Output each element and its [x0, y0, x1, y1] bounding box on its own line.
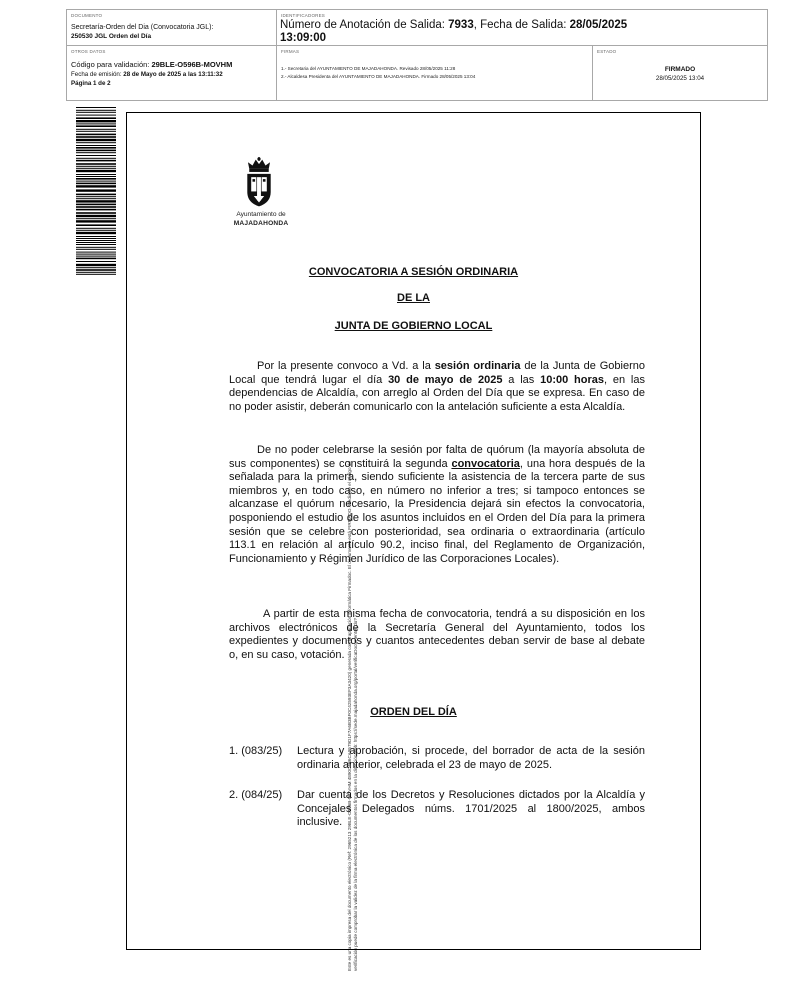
fecha-salida-date: 28/05/2025 [569, 19, 628, 31]
estado-value: FIRMADO [664, 66, 696, 73]
pagina-indicator: Página 1 de 2 [71, 80, 111, 87]
agenda-item-number: 1. (083/25) [229, 745, 283, 757]
fecha-salida-label: , Fecha de Salida: [473, 19, 570, 31]
verification-line-1: Este es una copia impresa del documento electrónico (Ref: 2965213 29BLE-O596B-MOVHM 4890C4B6CA9579D1F7A6B3BF0C42593EF3A3420) generada con la aplicación informática Firmadoc. El documento está FIRMADO. Mediante el código de [347, 461, 352, 971]
paragraph-convocatoria [229, 360, 645, 414]
codigo-validacion [71, 60, 232, 69]
fecha-emision-value: 28 de Mayo de 2025 a las 13:11:32 [123, 71, 223, 78]
identificadores-caption: IDENTIFICADORES [281, 13, 326, 18]
logo-text-line2: MAJADAHONDA [233, 220, 289, 227]
fecha-emision-label: Fecha de emisión: [71, 71, 124, 78]
verification-line-2: verificación puede comprobar la validez de la firma electrónica de los documentos firmados en la dirección web: https://sede.majadahonda.org/portal/verificaDocumentos.do? [353, 618, 358, 971]
p1-text-e: a las [502, 373, 541, 386]
agenda-item-number: 2. (084/25) [229, 789, 283, 801]
documento-line2: 250530 JGL Orden del Día [71, 33, 152, 40]
fecha-salida-time: 13:09:00 [280, 32, 327, 44]
documento-line1: Secretaría-Orden del Dia (Convocatoria JGL): [71, 24, 214, 31]
document-header [66, 9, 768, 101]
p1-hora: 10:00 horas [540, 373, 604, 386]
p2-text-a: De no poder celebrarse la sesión por falta de quórum (la mayoría absoluta de sus componentes) se constituirá la segunda [229, 444, 645, 470]
estado-cell [593, 46, 767, 101]
firmas-cell [277, 46, 593, 101]
anotacion-salida [280, 19, 627, 32]
p1-sesion-ordinaria: sesión ordinaria [434, 360, 521, 372]
majadahonda-crest-logo [237, 157, 281, 209]
orden-del-dia-title: ORDEN DEL DÍA [370, 706, 457, 718]
anotacion-label: Número de Anotación de Salida: [280, 19, 449, 31]
firma-1: 1.- Secretaria del AYUNTAMIENTO DE MAJADAHONDA. Revisado 28/05/2025 11:28 [281, 66, 456, 71]
title-convocatoria: CONVOCATORIA A SESIÓN ORDINARIA [308, 266, 519, 278]
title-junta: JUNTA DE GOBIERNO LOCAL [334, 320, 493, 332]
p1-fecha: 30 de mayo de 2025 [388, 373, 503, 386]
logo-text-line1: Ayuntamiento de [236, 211, 286, 218]
documento-caption: DOCUMENTO [71, 13, 103, 18]
codigo-value: 29BLE-O596B-MOVHM [151, 60, 233, 69]
estado-date: 28/05/2025 13:04 [655, 75, 705, 82]
p1-text-a: Por la presente convoco a Vd. a la [257, 360, 435, 372]
title-de-la: DE LA [397, 292, 430, 304]
paragraph-archivos [229, 608, 645, 662]
fecha-emision [71, 71, 223, 78]
p1-text-c: de la Junta de Gobierno Local que tendrá lugar el día [229, 360, 645, 386]
p2-convocatoria: convocatoria [451, 457, 520, 470]
p1-text-g: , en las dependencias de Alcaldía, con arreglo al Orden del Día que se expresa. En caso de no poder asistir, deberán comunicarlo con la antelación suficiente a esta Alcaldía. [229, 373, 645, 413]
estado-caption: ESTADO [597, 49, 617, 54]
codigo-label: Código para validación: [71, 60, 152, 69]
paragraph-quorum [229, 444, 645, 566]
barcode-image [76, 107, 116, 275]
otros-datos-caption: OTROS DATOS [71, 49, 106, 54]
identificadores-cell [277, 10, 767, 46]
firmas-caption: FIRMAS [281, 49, 300, 54]
anotacion-number: 7933 [448, 19, 474, 31]
document-page [126, 112, 701, 950]
p3-text: A partir de esta misma fecha de convocatoria, tendrá a su disposición en los archivos electrónicos de la Secretaría General del Ayuntamiento, todos los expedientes y documentos y cuantos antecedentes deban servir de base al debate o, en su caso, votación. [229, 608, 645, 661]
agenda-item-text: Dar cuenta de los Decretos y Resoluciones dictados por la Alcaldía y Concejales Delegados núms. 1701/2025 al 1800/2025, ambos inclusive. [297, 789, 645, 829]
firma-2: 2.- Alcaldesa Presidenta del AYUNTAMIENTO DE MAJADAHONDA. Firmado 28/05/2025 13:04 [281, 74, 476, 79]
documento-cell [67, 10, 277, 46]
otros-datos-cell [67, 46, 277, 101]
p2-text-c: , una hora después de la señalada para la primera, siendo suficiente la asistencia de la tercera parte de sus miembros y, en todo caso, en número no inferior a tres; si tampoco entonces se alcanzase el quórum necesario, la Presidencia dejará sin efectos la convocatoria, posponiendo el estudio de los asuntos incluidos en el Orden del Día para la primera sesión que se celebre con posterioridad, sea ordinaria o extraordinaria (artículo 113.1 en relación al artículo 90.2, inciso final, del Reglamento de Organización, Funcionamiento y Régimen Jurídico de las Corporaciones Locales). [229, 457, 645, 565]
agenda-item-text: Lectura y aprobación, si procede, del borrador de acta de la sesión ordinaria anterior, celebrada el 23 de mayo de 2025. [297, 745, 645, 771]
